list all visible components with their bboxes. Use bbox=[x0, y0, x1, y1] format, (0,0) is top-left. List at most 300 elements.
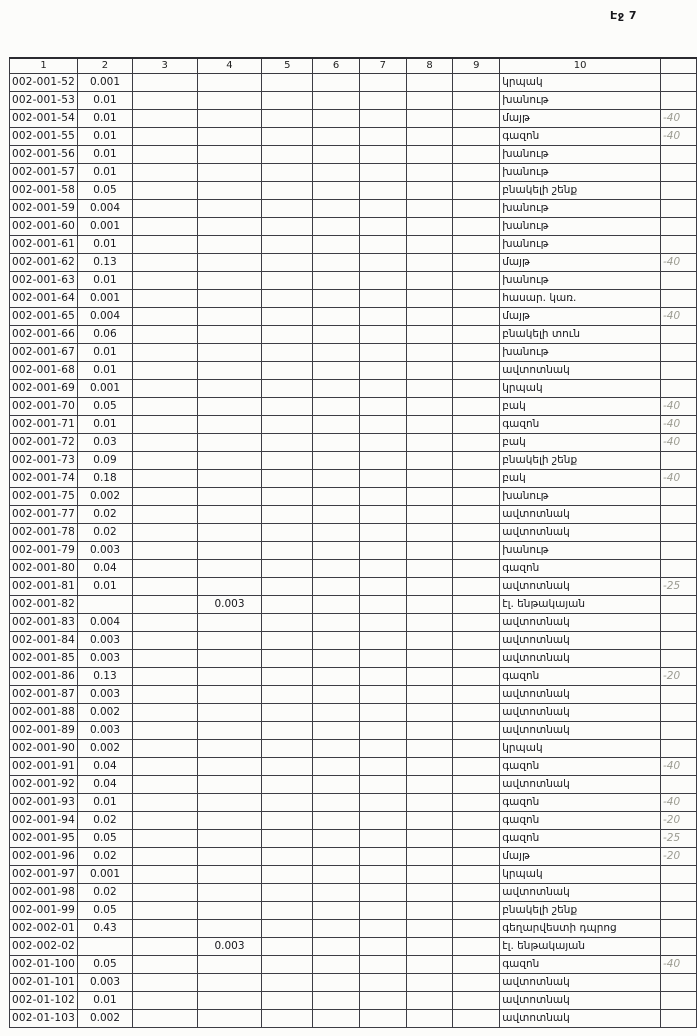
cell-col8 bbox=[406, 991, 453, 1009]
cell-col10: ավտոտնակ bbox=[500, 361, 661, 379]
cell-col8 bbox=[406, 865, 453, 883]
cell-col8 bbox=[406, 811, 453, 829]
cell-col2: 0.01 bbox=[78, 577, 133, 595]
margin-note bbox=[660, 631, 696, 649]
margin-note bbox=[660, 199, 696, 217]
cell-col6 bbox=[313, 721, 360, 739]
table-row bbox=[10, 451, 697, 469]
cell-col3 bbox=[132, 325, 197, 343]
cell-col6 bbox=[313, 685, 360, 703]
margin-note bbox=[660, 1009, 696, 1027]
cell-col2: 0.001 bbox=[78, 289, 133, 307]
table-row bbox=[10, 523, 697, 541]
cell-col6 bbox=[313, 379, 360, 397]
cell-col2: 0.003 bbox=[78, 685, 133, 703]
cell-col4 bbox=[197, 991, 262, 1009]
cell-col6 bbox=[313, 739, 360, 757]
cell-col10: խանութ bbox=[500, 343, 661, 361]
cell-col5 bbox=[262, 505, 313, 523]
cell-col7 bbox=[359, 685, 406, 703]
cell-col1: 002-01-100 bbox=[10, 955, 78, 973]
cell-col7 bbox=[359, 91, 406, 109]
cell-col2: 0.01 bbox=[78, 91, 133, 109]
cell-col7 bbox=[359, 289, 406, 307]
margin-note: -40 bbox=[660, 469, 696, 487]
cell-col1: 002-001-71 bbox=[10, 415, 78, 433]
cell-col3 bbox=[132, 433, 197, 451]
cell-col1: 002-001-85 bbox=[10, 649, 78, 667]
cell-col3 bbox=[132, 451, 197, 469]
cell-col1: 002-001-87 bbox=[10, 685, 78, 703]
cell-col4 bbox=[197, 865, 262, 883]
margin-note bbox=[660, 901, 696, 919]
cell-col8 bbox=[406, 595, 453, 613]
cell-col5 bbox=[262, 793, 313, 811]
cell-col8 bbox=[406, 73, 453, 91]
cell-col10: խանութ bbox=[500, 487, 661, 505]
cell-col2: 0.003 bbox=[78, 649, 133, 667]
cell-col7 bbox=[359, 235, 406, 253]
cell-col9 bbox=[453, 1009, 500, 1027]
margin-note: -40 bbox=[660, 433, 696, 451]
cell-col4 bbox=[197, 73, 262, 91]
cell-col9 bbox=[453, 937, 500, 955]
cell-col7 bbox=[359, 973, 406, 991]
cell-col10: խանութ bbox=[500, 217, 661, 235]
cell-col6 bbox=[313, 955, 360, 973]
cell-col7 bbox=[359, 847, 406, 865]
cell-col9 bbox=[453, 505, 500, 523]
cell-col7 bbox=[359, 919, 406, 937]
cell-col2: 0.05 bbox=[78, 397, 133, 415]
cell-col3 bbox=[132, 721, 197, 739]
margin-note bbox=[660, 181, 696, 199]
cell-col3 bbox=[132, 1009, 197, 1027]
cell-col6 bbox=[313, 235, 360, 253]
cell-col2: 0.01 bbox=[78, 163, 133, 181]
cell-col5 bbox=[262, 739, 313, 757]
cell-col1: 002-001-66 bbox=[10, 325, 78, 343]
table-row bbox=[10, 415, 697, 433]
margin-note bbox=[660, 271, 696, 289]
cell-col1: 002-001-73 bbox=[10, 451, 78, 469]
margin-note: -40 bbox=[660, 253, 696, 271]
cell-col7 bbox=[359, 379, 406, 397]
table-row bbox=[10, 253, 697, 271]
cell-col2: 0.004 bbox=[78, 199, 133, 217]
cell-col7 bbox=[359, 865, 406, 883]
cell-col4 bbox=[197, 469, 262, 487]
cell-col5 bbox=[262, 379, 313, 397]
cell-col2: 0.18 bbox=[78, 469, 133, 487]
cell-col5 bbox=[262, 433, 313, 451]
cell-col9 bbox=[453, 307, 500, 325]
cell-col9 bbox=[453, 343, 500, 361]
cell-col10: գազոն bbox=[500, 127, 661, 145]
cell-col4 bbox=[197, 379, 262, 397]
cell-col4 bbox=[197, 397, 262, 415]
cell-col6 bbox=[313, 883, 360, 901]
cell-col8 bbox=[406, 451, 453, 469]
cell-col7 bbox=[359, 163, 406, 181]
cell-col10: ավտոտնակ bbox=[500, 685, 661, 703]
cell-col4 bbox=[197, 919, 262, 937]
cell-col7 bbox=[359, 397, 406, 415]
cell-col4 bbox=[197, 847, 262, 865]
cell-col8 bbox=[406, 649, 453, 667]
cell-col6 bbox=[313, 577, 360, 595]
cell-col7 bbox=[359, 991, 406, 1009]
table-row bbox=[10, 937, 697, 955]
cell-col2: 0.01 bbox=[78, 109, 133, 127]
table-body bbox=[10, 73, 697, 1027]
margin-note: -40 bbox=[660, 415, 696, 433]
cell-col7 bbox=[359, 1009, 406, 1027]
margin-note: -20 bbox=[660, 847, 696, 865]
cell-col6 bbox=[313, 937, 360, 955]
table-row bbox=[10, 541, 697, 559]
cell-col10: ավտոտնակ bbox=[500, 577, 661, 595]
cell-col5 bbox=[262, 901, 313, 919]
cell-col10: ավտոտնակ bbox=[500, 613, 661, 631]
cell-col8 bbox=[406, 163, 453, 181]
cell-col3 bbox=[132, 811, 197, 829]
cell-col4 bbox=[197, 433, 262, 451]
column-header: 3 bbox=[132, 58, 197, 73]
cell-col9 bbox=[453, 901, 500, 919]
cell-col8 bbox=[406, 325, 453, 343]
cell-col7 bbox=[359, 523, 406, 541]
cell-col4 bbox=[197, 523, 262, 541]
cell-col9 bbox=[453, 757, 500, 775]
table-row bbox=[10, 595, 697, 613]
cell-col8 bbox=[406, 109, 453, 127]
cell-col1: 002-001-68 bbox=[10, 361, 78, 379]
margin-note bbox=[660, 325, 696, 343]
table-row bbox=[10, 685, 697, 703]
cell-col2: 0.05 bbox=[78, 829, 133, 847]
cell-col6 bbox=[313, 217, 360, 235]
cell-col8 bbox=[406, 433, 453, 451]
cell-col3 bbox=[132, 505, 197, 523]
column-header: 9 bbox=[453, 58, 500, 73]
cell-col4 bbox=[197, 91, 262, 109]
cell-col5 bbox=[262, 523, 313, 541]
cell-col5 bbox=[262, 343, 313, 361]
cell-col2: 0.004 bbox=[78, 613, 133, 631]
cell-col10: հասար. կառ. bbox=[500, 289, 661, 307]
cell-col8 bbox=[406, 181, 453, 199]
cell-col4 bbox=[197, 739, 262, 757]
cell-col6 bbox=[313, 415, 360, 433]
cell-col1: 002-001-78 bbox=[10, 523, 78, 541]
cell-col5 bbox=[262, 91, 313, 109]
cell-col6 bbox=[313, 199, 360, 217]
table-row bbox=[10, 973, 697, 991]
cell-col8 bbox=[406, 487, 453, 505]
cell-col5 bbox=[262, 577, 313, 595]
cell-col10: բնակելի շենք bbox=[500, 901, 661, 919]
cell-col3 bbox=[132, 865, 197, 883]
cell-col1: 002-001-58 bbox=[10, 181, 78, 199]
cell-col6 bbox=[313, 541, 360, 559]
column-header: 10 bbox=[500, 58, 661, 73]
cell-col6 bbox=[313, 343, 360, 361]
cell-col2: 0.05 bbox=[78, 181, 133, 199]
cell-col5 bbox=[262, 451, 313, 469]
margin-note: -20 bbox=[660, 667, 696, 685]
cell-col9 bbox=[453, 397, 500, 415]
cell-col5 bbox=[262, 649, 313, 667]
table-row bbox=[10, 739, 697, 757]
cell-col2: 0.02 bbox=[78, 847, 133, 865]
margin-note bbox=[660, 703, 696, 721]
margin-note bbox=[660, 685, 696, 703]
cell-col4 bbox=[197, 307, 262, 325]
cell-col3 bbox=[132, 829, 197, 847]
cell-col3 bbox=[132, 703, 197, 721]
cell-col3 bbox=[132, 73, 197, 91]
table-row bbox=[10, 163, 697, 181]
cell-col1: 002-001-95 bbox=[10, 829, 78, 847]
cell-col6 bbox=[313, 397, 360, 415]
cell-col5 bbox=[262, 289, 313, 307]
cell-col1: 002-001-57 bbox=[10, 163, 78, 181]
cell-col10: գազոն bbox=[500, 793, 661, 811]
cell-col9 bbox=[453, 865, 500, 883]
cell-col1: 002-001-72 bbox=[10, 433, 78, 451]
cell-col10: էլ. ենթակայան bbox=[500, 937, 661, 955]
cell-col4 bbox=[197, 901, 262, 919]
table-row bbox=[10, 217, 697, 235]
cell-col9 bbox=[453, 703, 500, 721]
cell-col2: 0.002 bbox=[78, 1009, 133, 1027]
table-row bbox=[10, 127, 697, 145]
cell-col5 bbox=[262, 397, 313, 415]
cell-col10: խանութ bbox=[500, 199, 661, 217]
table-row bbox=[10, 703, 697, 721]
cell-col2: 0.06 bbox=[78, 325, 133, 343]
cell-col4: 0.003 bbox=[197, 937, 262, 955]
cell-col10: ավտոտնակ bbox=[500, 631, 661, 649]
cell-col3 bbox=[132, 271, 197, 289]
cell-col3 bbox=[132, 343, 197, 361]
cell-col8 bbox=[406, 1009, 453, 1027]
cell-col6 bbox=[313, 505, 360, 523]
cell-col2: 0.02 bbox=[78, 883, 133, 901]
cell-col4 bbox=[197, 973, 262, 991]
cell-col1: 002-001-54 bbox=[10, 109, 78, 127]
cell-col7 bbox=[359, 127, 406, 145]
cell-col6 bbox=[313, 469, 360, 487]
cell-col7 bbox=[359, 451, 406, 469]
cell-col10: բնակելի տուն bbox=[500, 325, 661, 343]
cell-col1: 002-001-98 bbox=[10, 883, 78, 901]
cell-col6 bbox=[313, 127, 360, 145]
cell-col8 bbox=[406, 631, 453, 649]
cell-col5 bbox=[262, 73, 313, 91]
cell-col4 bbox=[197, 649, 262, 667]
cell-col1: 002-01-101 bbox=[10, 973, 78, 991]
cell-col2: 0.04 bbox=[78, 775, 133, 793]
cell-col6 bbox=[313, 253, 360, 271]
cell-col8 bbox=[406, 937, 453, 955]
table-row bbox=[10, 235, 697, 253]
cell-col5 bbox=[262, 631, 313, 649]
cell-col8 bbox=[406, 469, 453, 487]
cell-col6 bbox=[313, 91, 360, 109]
cell-col2: 0.002 bbox=[78, 739, 133, 757]
cell-col5 bbox=[262, 271, 313, 289]
cell-col10: գազոն bbox=[500, 829, 661, 847]
cell-col4 bbox=[197, 541, 262, 559]
cell-col4 bbox=[197, 883, 262, 901]
cell-col5 bbox=[262, 559, 313, 577]
cell-col10: մայթ bbox=[500, 847, 661, 865]
cell-col7 bbox=[359, 667, 406, 685]
margin-note bbox=[660, 451, 696, 469]
cell-col1: 002-001-93 bbox=[10, 793, 78, 811]
cell-col1: 002-001-69 bbox=[10, 379, 78, 397]
cell-col8 bbox=[406, 775, 453, 793]
cell-col10: ավտոտնակ bbox=[500, 775, 661, 793]
cell-col1: 002-001-82 bbox=[10, 595, 78, 613]
cell-col9 bbox=[453, 91, 500, 109]
cell-col5 bbox=[262, 973, 313, 991]
cell-col7 bbox=[359, 181, 406, 199]
cell-col2: 0.01 bbox=[78, 343, 133, 361]
column-header: 2 bbox=[78, 58, 133, 73]
cell-col2: 0.01 bbox=[78, 127, 133, 145]
margin-note bbox=[660, 523, 696, 541]
cell-col9 bbox=[453, 829, 500, 847]
cell-col10: մայթ bbox=[500, 307, 661, 325]
cell-col6 bbox=[313, 667, 360, 685]
cell-col1: 002-001-61 bbox=[10, 235, 78, 253]
cell-col10: գազոն bbox=[500, 757, 661, 775]
cell-col5 bbox=[262, 955, 313, 973]
cell-col3 bbox=[132, 595, 197, 613]
cell-col4 bbox=[197, 955, 262, 973]
margin-note: -40 bbox=[660, 757, 696, 775]
cell-col5 bbox=[262, 775, 313, 793]
cell-col2: 0.003 bbox=[78, 721, 133, 739]
cell-col9 bbox=[453, 181, 500, 199]
table-row bbox=[10, 793, 697, 811]
cell-col5 bbox=[262, 883, 313, 901]
cell-col6 bbox=[313, 919, 360, 937]
cell-col3 bbox=[132, 109, 197, 127]
table-row bbox=[10, 901, 697, 919]
cell-col10: գազոն bbox=[500, 955, 661, 973]
table-row bbox=[10, 883, 697, 901]
data-table bbox=[9, 57, 697, 1028]
cell-col8 bbox=[406, 883, 453, 901]
cell-col9 bbox=[453, 127, 500, 145]
cell-col9 bbox=[453, 595, 500, 613]
cell-col1: 002-001-92 bbox=[10, 775, 78, 793]
cell-col7 bbox=[359, 73, 406, 91]
cell-col7 bbox=[359, 649, 406, 667]
cell-col9 bbox=[453, 955, 500, 973]
cell-col9 bbox=[453, 487, 500, 505]
cell-col8 bbox=[406, 955, 453, 973]
cell-col2: 0.03 bbox=[78, 433, 133, 451]
table-row bbox=[10, 433, 697, 451]
cell-col1: 002-001-89 bbox=[10, 721, 78, 739]
cell-col9 bbox=[453, 649, 500, 667]
cell-col8 bbox=[406, 757, 453, 775]
cell-col10: ավտոտնակ bbox=[500, 649, 661, 667]
cell-col8 bbox=[406, 613, 453, 631]
cell-col3 bbox=[132, 793, 197, 811]
cell-col3 bbox=[132, 163, 197, 181]
cell-col2: 0.01 bbox=[78, 793, 133, 811]
cell-col10: խանութ bbox=[500, 235, 661, 253]
cell-col3 bbox=[132, 289, 197, 307]
table-row bbox=[10, 955, 697, 973]
cell-col9 bbox=[453, 721, 500, 739]
cell-col10: բակ bbox=[500, 397, 661, 415]
margin-note: -40 bbox=[660, 307, 696, 325]
cell-col6 bbox=[313, 271, 360, 289]
cell-col5 bbox=[262, 181, 313, 199]
cell-col3 bbox=[132, 577, 197, 595]
margin-note bbox=[660, 91, 696, 109]
cell-col10: գեղարվեստի դպրոց bbox=[500, 919, 661, 937]
cell-col4 bbox=[197, 325, 262, 343]
cell-col4 bbox=[197, 487, 262, 505]
cell-col9 bbox=[453, 217, 500, 235]
cell-col9 bbox=[453, 145, 500, 163]
cell-col8 bbox=[406, 127, 453, 145]
margin-note bbox=[660, 163, 696, 181]
cell-col5 bbox=[262, 937, 313, 955]
cell-col6 bbox=[313, 811, 360, 829]
cell-col9 bbox=[453, 739, 500, 757]
cell-col6 bbox=[313, 775, 360, 793]
cell-col9 bbox=[453, 523, 500, 541]
margin-note: -40 bbox=[660, 397, 696, 415]
cell-col6 bbox=[313, 487, 360, 505]
margin-note bbox=[660, 649, 696, 667]
cell-col4 bbox=[197, 415, 262, 433]
cell-col8 bbox=[406, 703, 453, 721]
cell-col3 bbox=[132, 307, 197, 325]
cell-col4 bbox=[197, 217, 262, 235]
margin-note bbox=[660, 595, 696, 613]
cell-col5 bbox=[262, 919, 313, 937]
cell-col3 bbox=[132, 181, 197, 199]
cell-col8 bbox=[406, 379, 453, 397]
table-row bbox=[10, 199, 697, 217]
cell-col6 bbox=[313, 865, 360, 883]
cell-col7 bbox=[359, 721, 406, 739]
cell-col9 bbox=[453, 847, 500, 865]
cell-col2: 0.003 bbox=[78, 631, 133, 649]
cell-col4 bbox=[197, 145, 262, 163]
table-row bbox=[10, 343, 697, 361]
cell-col1: 002-002-02 bbox=[10, 937, 78, 955]
cell-col3 bbox=[132, 631, 197, 649]
cell-col1: 002-001-80 bbox=[10, 559, 78, 577]
cell-col7 bbox=[359, 199, 406, 217]
table-row bbox=[10, 109, 697, 127]
cell-col6 bbox=[313, 145, 360, 163]
cell-col1: 002-001-97 bbox=[10, 865, 78, 883]
cell-col9 bbox=[453, 289, 500, 307]
cell-col3 bbox=[132, 253, 197, 271]
